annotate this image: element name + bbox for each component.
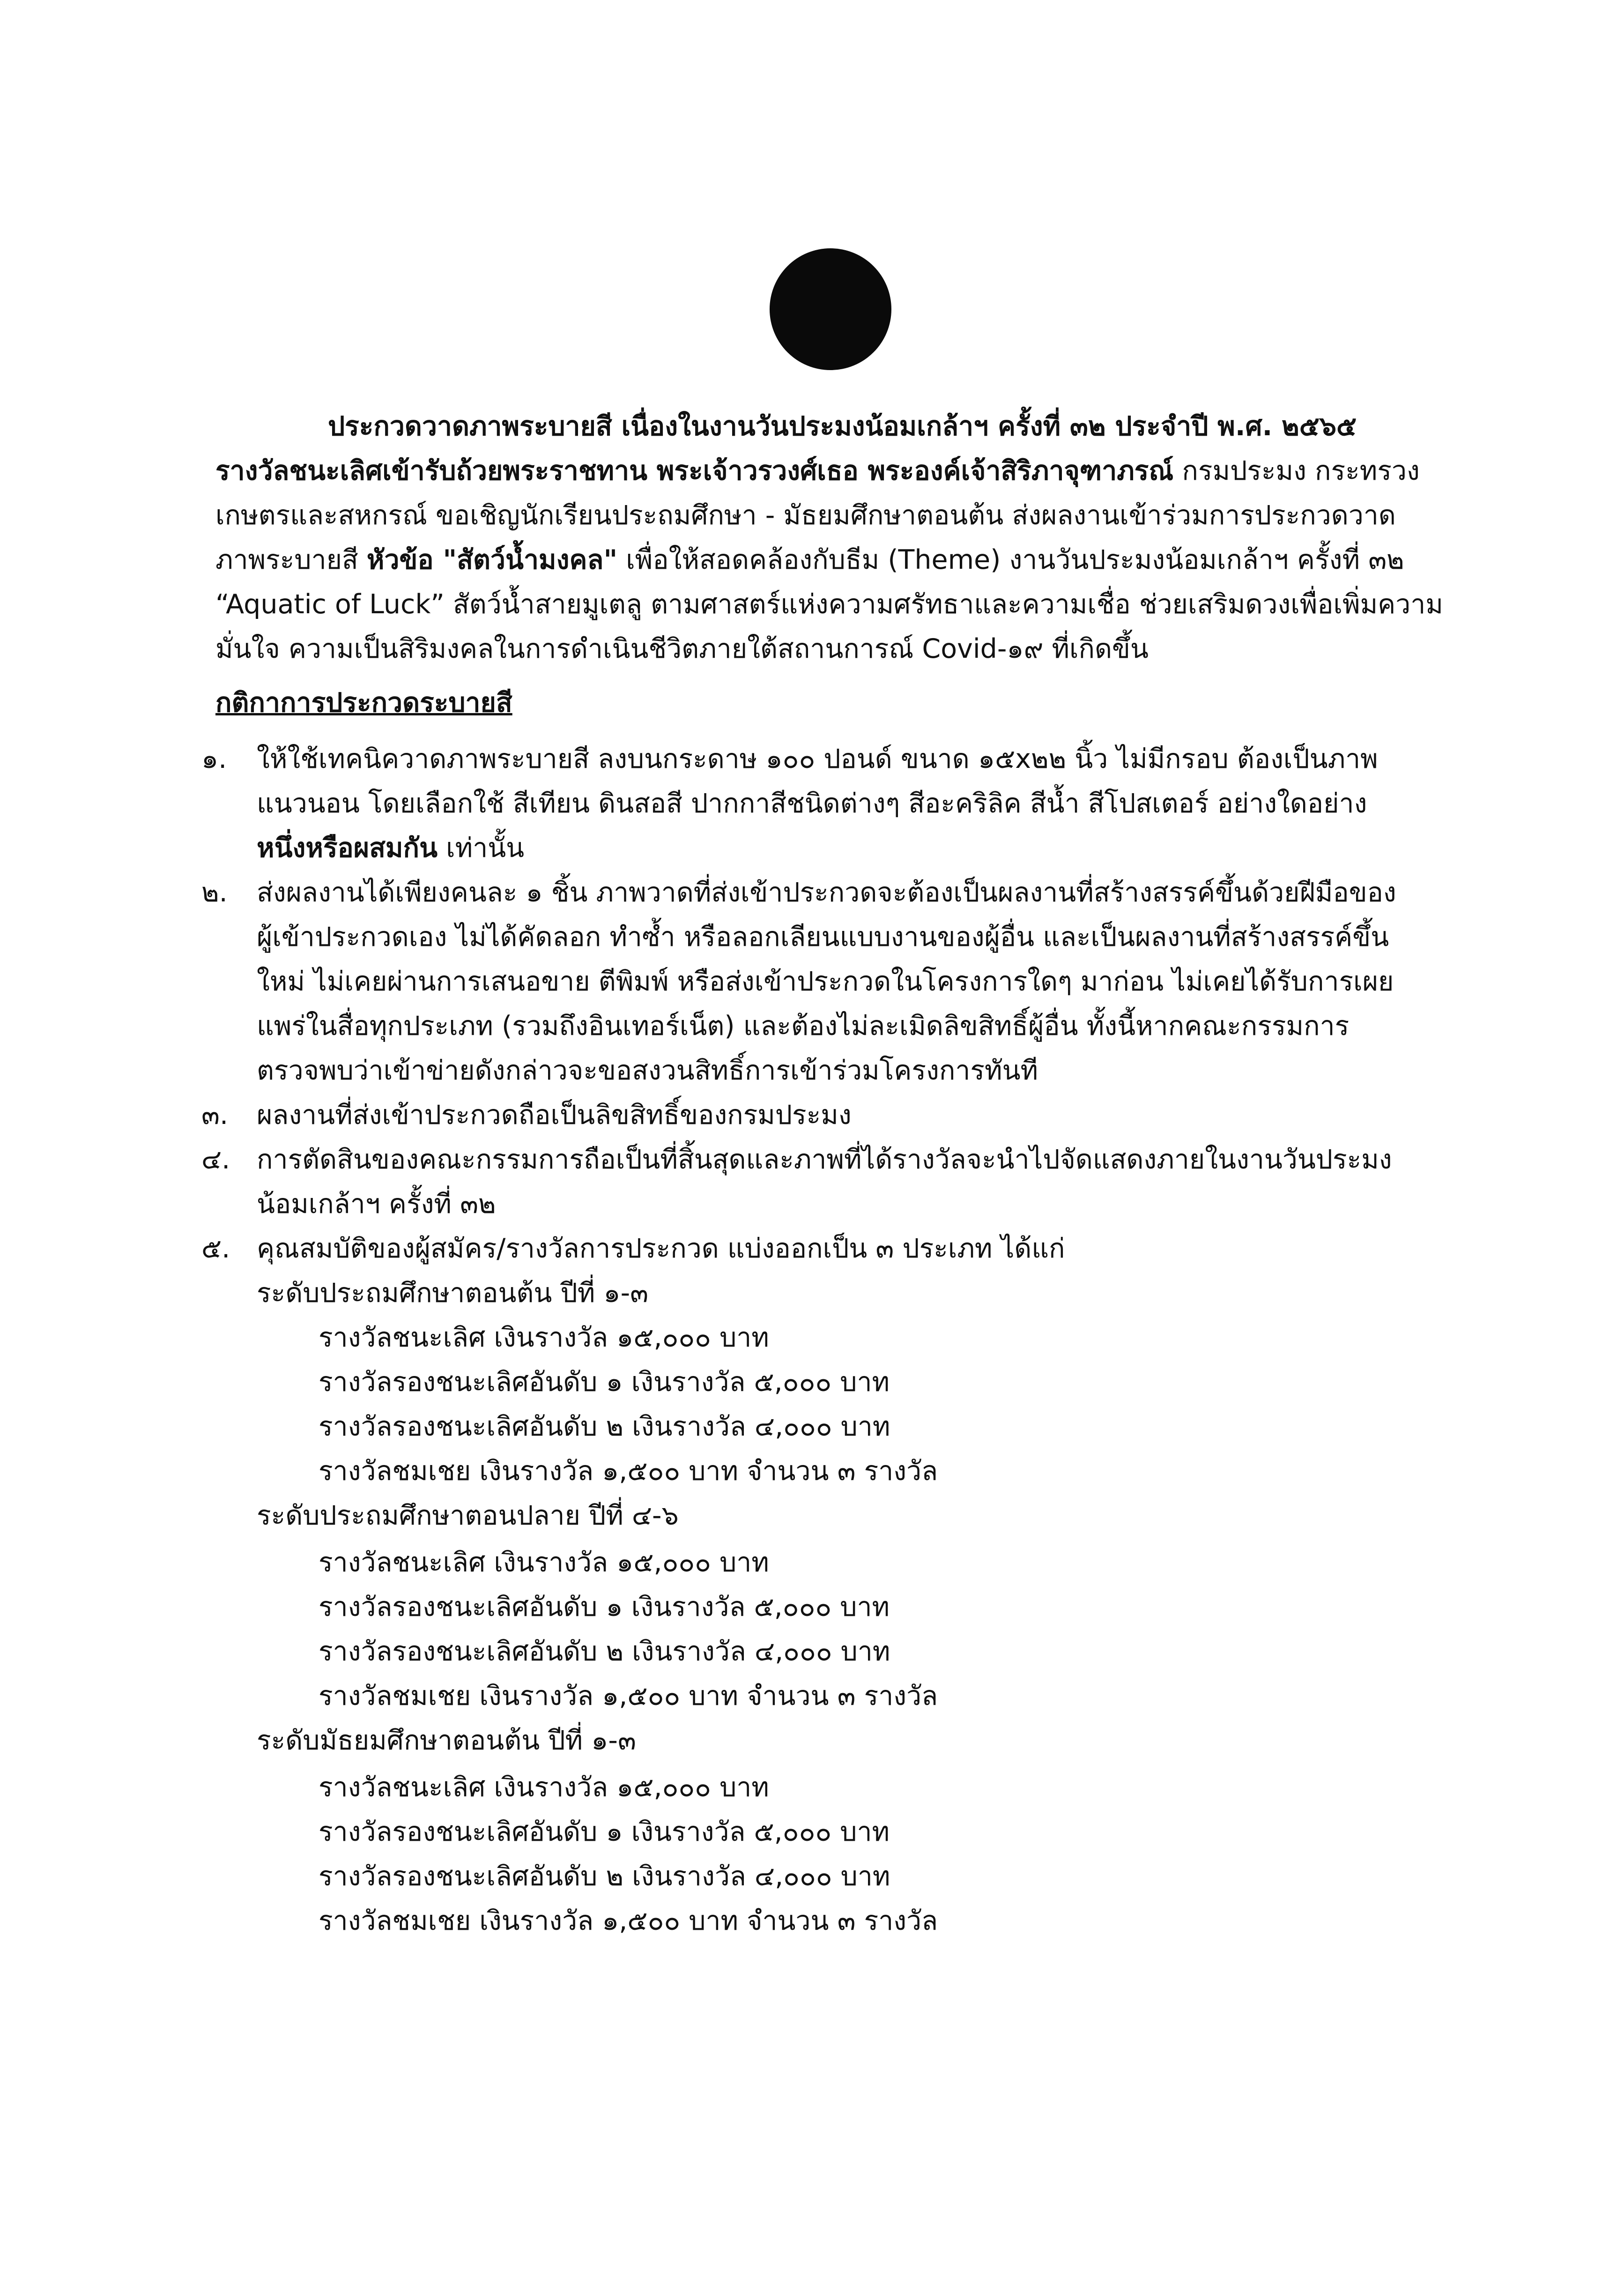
award-item: รางวัลรองชนะเลิศอันดับ ๒ เงินรางวัล ๔,๐๐๐ บาท xyxy=(319,1861,890,1892)
award-item: รางวัลชมเชย เงินรางวัล ๑,๕๐๐ บาท จำนวน ๓ รางวัล xyxy=(319,1456,938,1487)
intro-line-4: “Aquatic of Luck” สัตว์น้ำสายมูเตลู ตามศาสตร์แห่งความศรัทธาและความเชื่อ ช่วยเสริมดวงเพื่อเพิ่มความ xyxy=(215,589,1443,620)
rule-item-5 xyxy=(201,1225,1065,1272)
award-item: รางวัลชนะเลิศ เงินรางวัล ๑๕,๐๐๐ บาท xyxy=(319,1322,769,1353)
award-item: รางวัลรองชนะเลิศอันดับ ๑ เงินรางวัล ๕,๐๐๐ บาท xyxy=(319,1367,890,1398)
emblem-seal-icon xyxy=(770,248,891,370)
rule-item-2-line-2: ผู้เข้าประกวดเอง ไม่ได้คัดลอก ทำซ้ำ หรือลอกเลียนแบบงานของผู้อื่น และเป็นผลงานที่สร้างสรรค์ขึ้น xyxy=(257,922,1389,952)
award-item: รางวัลชนะเลิศ เงินรางวัล ๑๕,๐๐๐ บาท xyxy=(319,1772,769,1803)
rules-heading: กติกาการประกวดระบายสี xyxy=(215,687,512,718)
rule-item-4 xyxy=(201,1136,1392,1183)
award-statement: รางวัลชนะเลิศเข้ารับถ้วยพระราชทาน พระเจ้าวรวงศ์เธอ พระองค์เจ้าสิริภาจุฑาภรณ์ xyxy=(215,455,1174,486)
rule-item-2 xyxy=(201,869,1396,916)
rule-number: ๕. xyxy=(201,1233,230,1264)
rule-item-1 xyxy=(201,736,1378,782)
award-item: รางวัลชนะเลิศ เงินรางวัล ๑๕,๐๐๐ บาท xyxy=(319,1547,769,1578)
rule-item-1-line-2: แนวนอน โดยเลือกใช้ สีเทียน ดินสอสี ปากกาสีชนิดต่างๆ สีอะคริลิค สีน้ำ สีโปสเตอร์ อย่างใดอย่าง xyxy=(257,788,1367,819)
intro-line-2: เกษตรและสหกรณ์ ขอเชิญนักเรียนประถมศึกษา - มัธยมศึกษาตอนต้น ส่งผลงานเข้าร่วมการประกวดวาด xyxy=(215,500,1396,531)
rule-text: การตัดสินของคณะกรรมการถือเป็นที่สิ้นสุดและภาพที่ได้รางวัลจะนำไปจัดแสดงภายในงานวันประมง xyxy=(257,1144,1392,1175)
intro-line-3-post: เพื่อให้สอดคล้องกับธีม (Theme) งานวันประมงน้อมเกล้าฯ ครั้งที่ ๓๒ xyxy=(626,544,1404,575)
level-title-secondary-lower: ระดับมัธยมศึกษาตอนต้น ปีที่ ๑-๓ xyxy=(257,1725,636,1756)
award-item: รางวัลรองชนะเลิศอันดับ ๑ เงินรางวัล ๕,๐๐๐ บาท xyxy=(319,1591,890,1622)
intro-line-5: มั่นใจ ความเป็นสิริมงคลในการดำเนินชีวิตภายใต้สถานการณ์ Covid-๑๙ ที่เกิดขึ้น xyxy=(215,633,1149,664)
rule-item-2-line-5: ตรวจพบว่าเข้าข่ายดังกล่าวจะขอสงวนสิทธิ์การเข้าร่วมโครงการทันที xyxy=(257,1055,1038,1086)
rule-number: ๔. xyxy=(201,1144,230,1175)
intro-line-1-rest: กรมประมง กระทรวง xyxy=(1182,455,1420,486)
rule-item-3 xyxy=(201,1092,852,1138)
award-item: รางวัลรองชนะเลิศอันดับ ๒ เงินรางวัล ๔,๐๐๐ บาท xyxy=(319,1636,890,1667)
rule-number: ๑. xyxy=(201,744,227,774)
level-title-primary-upper: ระดับประถมศึกษาตอนปลาย ปีที่ ๔-๖ xyxy=(257,1500,679,1531)
intro-line-3-pre: ภาพระบายสี xyxy=(215,544,358,575)
rule-item-4-line-2: น้อมเกล้าฯ ครั้งที่ ๓๒ xyxy=(257,1189,496,1220)
rule-item-2-line-3: ใหม่ ไม่เคยผ่านการเสนอขาย ตีพิมพ์ หรือส่งเข้าประกวดในโครงการใดๆ มาก่อน ไม่เคยได้รับการเผย xyxy=(257,966,1394,997)
rule-text: ส่งผลงานได้เพียงคนละ ๑ ชิ้น ภาพวาดที่ส่งเข้าประกวดจะต้องเป็นผลงานที่สร้างสรรค์ขึ้นด้วยฝีมือของ xyxy=(257,877,1396,908)
rule-emphasis: หนึ่งหรือผสมกัน xyxy=(257,833,438,863)
rule-text: ผลงานที่ส่งเข้าประกวดถือเป็นลิขสิทธิ์ของกรมประมง xyxy=(257,1100,852,1130)
document-title: ประกวดวาดภาพระบายสี เนื่องในงานวันประมงน้อมเกล้าฯ ครั้งที่ ๓๒ ประจำปี พ.ศ. ๒๕๖๕ xyxy=(328,411,1357,442)
rule-text-rest: เท่านั้น xyxy=(446,833,525,863)
rule-text: คุณสมบัติของผู้สมัคร/รางวัลการประกวด แบ่งออกเป็น ๓ ประเภท ได้แก่ xyxy=(257,1233,1065,1264)
award-item: รางวัลรองชนะเลิศอันดับ ๑ เงินรางวัล ๕,๐๐๐ บาท xyxy=(319,1816,890,1847)
award-item: รางวัลรองชนะเลิศอันดับ ๒ เงินรางวัล ๔,๐๐๐ บาท xyxy=(319,1411,890,1442)
rule-item-1-line-3 xyxy=(257,825,524,871)
rule-number: ๒. xyxy=(201,877,228,908)
rule-text: ให้ใช้เทคนิควาดภาพระบายสี ลงบนกระดาษ ๑๐๐ ปอนด์ ขนาด ๑๕x๒๒ นิ้ว ไม่มีกรอบ ต้องเป็นภาพ xyxy=(257,744,1378,774)
award-item: รางวัลชมเชย เงินรางวัล ๑,๕๐๐ บาท จำนวน ๓ รางวัล xyxy=(319,1681,938,1711)
contest-topic: หัวข้อ "สัตว์น้ำมงคล" xyxy=(366,544,618,575)
level-title-primary-lower: ระดับประถมศึกษาตอนต้น ปีที่ ๑-๓ xyxy=(257,1278,649,1309)
rule-item-2-line-4: แพร่ในสื่อทุกประเภท (รวมถึงอินเทอร์เน็ต) และต้องไม่ละเมิดลิขสิทธิ์ผู้อื่น ทั้งนี้หากคณะกรรมการ xyxy=(257,1011,1350,1041)
rule-number: ๓. xyxy=(201,1100,229,1130)
award-item: รางวัลชมเชย เงินรางวัล ๑,๕๐๐ บาท จำนวน ๓ รางวัล xyxy=(319,1905,938,1936)
intro-line-3 xyxy=(215,536,1404,583)
intro-line-1 xyxy=(215,447,1420,494)
